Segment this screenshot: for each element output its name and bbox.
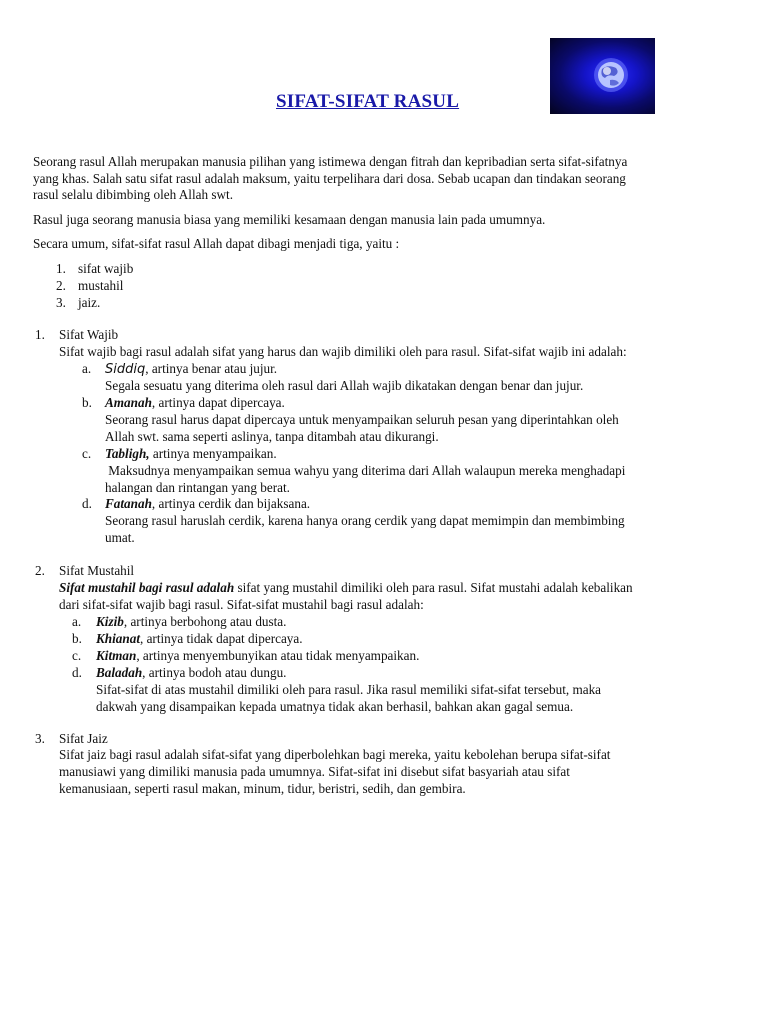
section-text: Sifat jaiz bagi rasul adalah sifat-sifat yang diperbolehkan bagi mereka, yaitu kebolehan berupa sifat-sifat — [59, 747, 611, 762]
item-line: Fatanah, artinya cerdik dan bijaksana. — [105, 496, 311, 511]
closing-text: Sifat-sifat di atas mustahil dimiliki oleh para rasul. Jika rasul memiliki sifat-sifat tersebut, maka — [96, 682, 602, 697]
item-letter: a. — [72, 614, 82, 629]
item-letter: d. — [72, 665, 82, 680]
item-line: Khianat, artinya tidak dapat dipercaya. — [96, 631, 303, 646]
list-item: jaiz. — [78, 295, 101, 310]
list-number: 2. — [56, 278, 66, 293]
item-term: Siddiq — [105, 362, 146, 377]
item-letter: d. — [82, 496, 92, 511]
item-letter: c. — [72, 648, 82, 663]
item-line: Amanah, artinya dapat dipercaya. — [105, 395, 285, 410]
item-term: Amanah — [105, 395, 152, 410]
item-letter: b. — [72, 631, 82, 646]
item-letter: b. — [82, 395, 92, 410]
list-number: 3. — [56, 295, 66, 310]
item-term: Fatanah — [105, 496, 152, 511]
item-line: Tabligh, artinya menyampaikan. — [105, 446, 277, 461]
section-description: Sifat mustahil bagi rasul adalah sifat yang mustahil dimiliki oleh para rasul. Sifat mustahi adalah kebalikan — [59, 580, 633, 595]
item-detail: umat. — [105, 530, 135, 545]
item-detail: Allah swt. sama seperti aslinya, tanpa ditambah atau dikurangi. — [105, 429, 439, 444]
item-line: Baladah, artinya bodoh atau dungu. — [96, 665, 287, 680]
section-number: 1. — [35, 327, 45, 342]
list-number: 1. — [56, 261, 66, 276]
item-line: Kizib, artinya berbohong atau dusta. — [96, 614, 287, 629]
item-term: Baladah — [96, 665, 143, 680]
section-heading: Sifat Wajib — [59, 327, 119, 342]
intro-paragraph-1: Seorang rasul Allah merupakan manusia pilihan yang istimewa dengan fitrah dan kepribadian serta sifat-sifatnya yang khas. Salah satu sifat rasul adalah maksum, yaitu terpelihara dari dosa. Sebab ucapan dan tindakan seorang rasul selalu dibimbing oleh Allah swt. — [33, 154, 628, 202]
globe-image — [550, 38, 655, 114]
section-description-2: dari sifat-sifat wajib bagi rasul. Sifat-sifat mustahil bagi rasul adalah: — [59, 597, 424, 612]
item-line: Kitman, artinya menyembunyikan atau tidak menyampaikan. — [96, 648, 420, 663]
item-term: Kitman — [96, 648, 137, 663]
item-letter: c. — [82, 446, 92, 461]
item-term: Khianat — [96, 631, 140, 646]
item-letter: a. — [82, 361, 92, 376]
section-heading: Sifat Jaiz — [59, 731, 108, 746]
list-item: mustahil — [78, 278, 124, 293]
section-description: Sifat wajib bagi rasul adalah sifat yang harus dan wajib dimiliki oleh para rasul. Sifat-sifat wajib ini adalah: — [59, 344, 627, 359]
intro-paragraph-3: Secara umum, sifat-sifat rasul Allah dapat dibagi menjadi tiga, yaitu : — [33, 236, 400, 251]
item-detail: Seorang rasul harus dapat dipercaya untuk menyampaikan seluruh pesan yang diperintahkan oleh — [105, 412, 619, 427]
intro-paragraph-2: Rasul juga seorang manusia biasa yang memiliki kesamaan dengan manusia lain pada umumnya. — [33, 212, 546, 227]
page-title: SIFAT-SIFAT RASUL — [276, 91, 460, 112]
section-text: manusiawi yang dimiliki manusia pada umumnya. Sifat-sifat ini disebut sifat basyariah atau sifat — [59, 764, 570, 779]
item-term: Tabligh, — [105, 446, 150, 461]
list-item: sifat wajib — [78, 261, 134, 276]
item-detail: halangan dan rintangan yang berat. — [105, 480, 290, 495]
closing-text: dakwah yang disampaikan kepada umatnya tidak akan berhasil, bahkan akan gagal semua. — [96, 699, 574, 714]
section-number: 3. — [35, 731, 45, 746]
item-term: Kizib — [96, 614, 124, 629]
section-text: kemanusiaan, seperti rasul makan, minum, tidur, beristri, sedih, dan gembira. — [59, 781, 466, 796]
section-heading: Sifat Mustahil — [59, 563, 135, 578]
item-detail: Segala sesuatu yang diterima oleh rasul dari Allah wajib dikatakan dengan benar dan jujur. — [105, 378, 584, 393]
item-line: Siddiq, artinya benar atau jujur. — [105, 361, 278, 377]
section-number: 2. — [35, 563, 45, 578]
item-detail: Maksudnya menyampaikan semua wahyu yang diterima dari Allah walaupun mereka menghadapi — [105, 463, 626, 478]
item-detail: Seorang rasul haruslah cerdik, karena hanya orang cerdik yang dapat memimpin dan membimbing — [105, 513, 625, 528]
